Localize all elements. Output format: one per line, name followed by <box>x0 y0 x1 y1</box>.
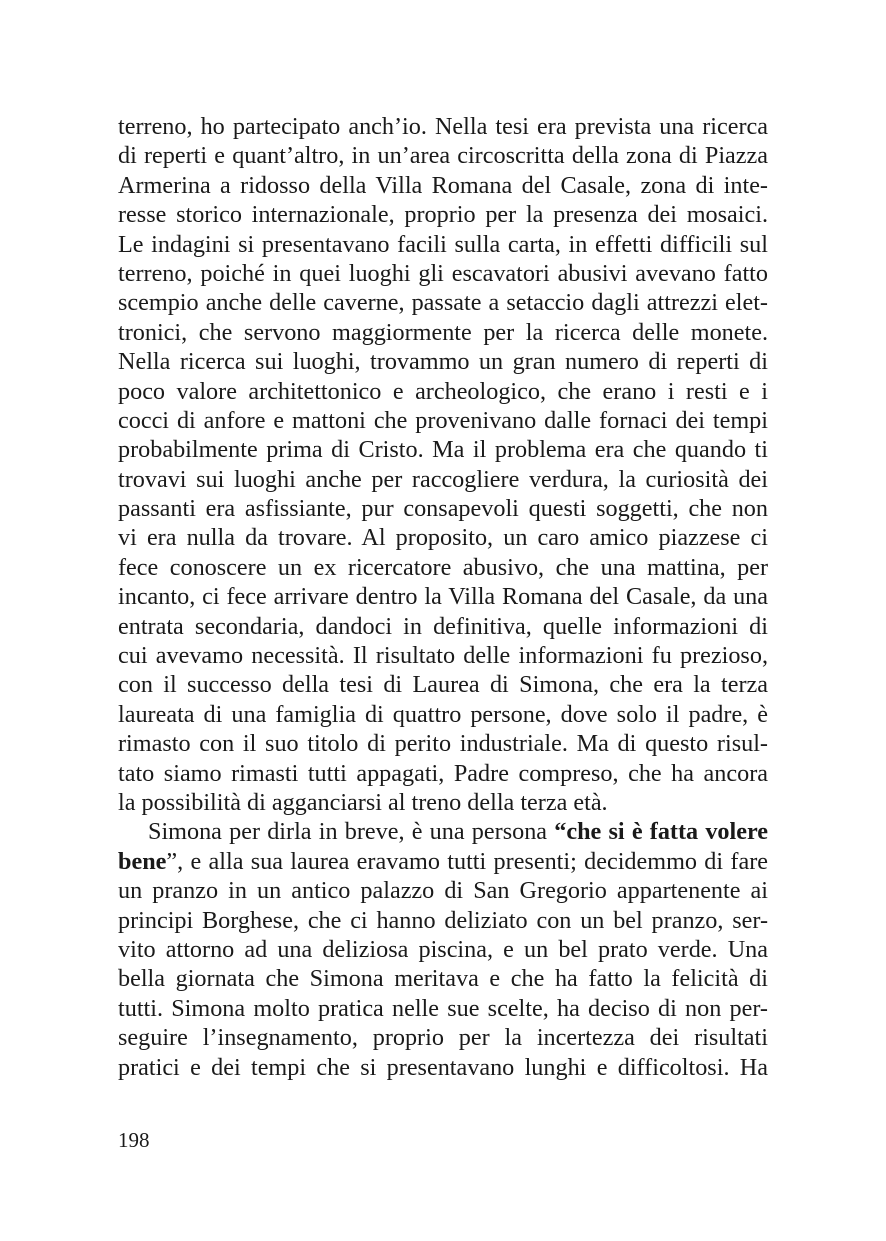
text-line: tutti. Simona molto pratica nelle sue scelte, ha deciso di non per- <box>118 994 768 1022</box>
text-line: fece conoscere un ex ricercatore abusivo, che una mattina, per <box>118 553 768 581</box>
text-line: terreno, ho partecipato anch’io. Nella tesi era prevista una ricerca <box>118 113 768 140</box>
bold-quote: bene <box>118 847 167 875</box>
text-line: di reperti e quant’altro, in un’area circoscritta della zona di Piazza <box>118 142 768 170</box>
text-line: passanti era asfissiante, pur consapevoli questi soggetti, che non <box>118 495 768 523</box>
text-line: resse storico internazionale, proprio per la presenza dei mosaici. <box>118 201 768 229</box>
text-line: poco valore architettonico e archeologico, che erano i resti e i <box>118 377 768 405</box>
text-line: vi era nulla da trovare. Al proposito, un caro amico piazzese ci <box>118 524 768 552</box>
text-line: scempio anche delle caverne, passate a setaccio dagli attrezzi elet- <box>118 289 768 317</box>
text-line: Le indagini si presentavano facili sulla carta, in effetti difficili sul <box>118 230 768 258</box>
text-line: tato siamo rimasti tutti appagati, Padre compreso, che ha ancora <box>118 759 768 787</box>
text-line: trovavi sui luoghi anche per raccogliere verdura, la curiosità dei <box>118 465 768 493</box>
text-line: tronici, che servono maggiormente per la ricerca delle monete. <box>118 318 768 346</box>
text-line: principi Borghese, che ci hanno deliziato con un bel pranzo, ser- <box>118 906 768 934</box>
text-line: pratici e dei tempi che si presentavano lunghi e difficoltosi. Ha <box>118 1053 768 1081</box>
text-line: terreno, poiché in quei luoghi gli escavatori abusivi avevano fatto <box>118 259 768 287</box>
text-run: ”, e alla sua laurea eravamo tutti presenti; decidemmo di fare <box>166 847 768 875</box>
text-line: con il successo della tesi di Laurea di Simona, che era la terza <box>118 671 768 699</box>
text-line: seguire l’insegnamento, proprio per la incertezza dei risultati <box>118 1024 768 1052</box>
text-line: laureata di una famiglia di quattro persone, dove solo il padre, è <box>118 700 768 728</box>
text-line: entrata secondaria, dandoci in definitiva, quelle informazioni di <box>118 612 768 640</box>
text-line: la possibilità di agganciarsi al treno della terza età. <box>118 788 608 816</box>
body-text <box>118 112 768 1082</box>
text-run: Simona per dirla in breve, è una persona <box>148 818 555 846</box>
text-line: probabilmente prima di Cristo. Ma il problema era che quando ti <box>118 436 768 464</box>
text-line <box>118 847 768 876</box>
text-line: cui avevamo necessità. Il risultato delle informazioni fu prezioso, <box>118 642 768 670</box>
text-line: Armerina a ridosso della Villa Romana del Casale, zona di inte- <box>118 171 768 199</box>
bold-quote: “che si è fatta volere <box>554 818 768 846</box>
text-line: un pranzo in un antico palazzo di San Gregorio appartenente ai <box>118 877 768 905</box>
text-line: rimasto con il suo titolo di perito industriale. Ma di questo risul- <box>118 730 768 758</box>
paragraph-1 <box>118 112 768 817</box>
text-line: Nella ricerca sui luoghi, trovammo un gran numero di reperti di <box>118 348 768 376</box>
paragraph-2 <box>118 817 768 1082</box>
page-number: 198 <box>118 1128 150 1152</box>
text-line: cocci di anfore e mattoni che provenivano dalle fornaci dei tempi <box>118 406 768 434</box>
text-line <box>118 817 768 846</box>
text-line: bella giornata che Simona meritava e che ha fatto la felicità di <box>118 965 768 993</box>
text-line: incanto, ci fece arrivare dentro la Villa Romana del Casale, da una <box>118 583 768 611</box>
text-line: vito attorno ad una deliziosa piscina, e un bel prato verde. Una <box>118 935 768 963</box>
